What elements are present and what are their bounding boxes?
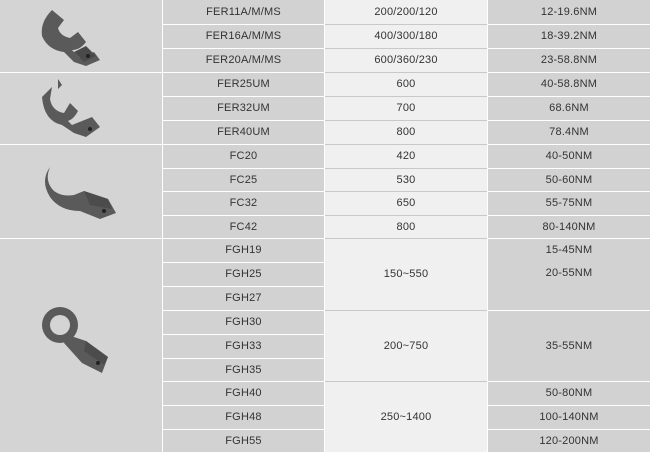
torque-cell: 50-60NM <box>545 173 593 186</box>
model-cell: FC25 <box>229 173 258 186</box>
torque-cell: 23-58.8NM <box>540 54 598 66</box>
tool-group-4 <box>0 238 162 452</box>
open-end-wrench-head-icon <box>34 6 104 68</box>
tool-group-3 <box>0 144 162 238</box>
value-cell: 600/360/230 <box>374 54 438 66</box>
torque-span-cell: 35-55NM <box>545 339 593 352</box>
model-cell: FER32UM <box>217 102 270 114</box>
torque-cell: 12-19.6NM <box>540 6 598 18</box>
value-span-cell: 200~750 <box>383 339 429 352</box>
torque-cell: 15-45NM <box>545 244 593 256</box>
value-cell: 420 <box>396 150 416 162</box>
tool-group-1 <box>0 0 162 72</box>
model-cell: FER16A/M/MS <box>205 30 282 42</box>
value-cell: 700 <box>396 102 416 114</box>
model-cell: FER40UM <box>217 126 270 138</box>
value-span-cell: 150~550 <box>383 268 429 280</box>
torque-cell: 100-140NM <box>539 411 599 423</box>
value-cell: 800 <box>396 126 416 138</box>
torque-cell: 80-140NM <box>542 220 596 233</box>
torque-cell: 55-75NM <box>545 197 593 209</box>
model-cell: FER11A/M/MS <box>206 6 281 18</box>
model-cell: FGH25 <box>225 268 262 280</box>
model-cell: FGH40 <box>225 387 262 399</box>
value-cell: 400/300/180 <box>374 30 438 42</box>
value-cell: 800 <box>396 220 416 233</box>
model-cell: FER25UM <box>217 78 270 90</box>
tool-image-column <box>0 0 162 452</box>
model-cell: FC42 <box>229 220 258 233</box>
model-cell: FGH30 <box>225 316 262 328</box>
torque-column <box>488 0 650 452</box>
hook-wrench-head-icon <box>34 77 106 141</box>
value-cell: 200/200/120 <box>374 6 438 18</box>
torque-cell: 20-55NM <box>545 267 593 279</box>
model-cell: FGH19 <box>225 244 262 256</box>
ring-wrench-head-icon <box>38 301 118 379</box>
model-cell: FGH35 <box>225 363 262 376</box>
model-column <box>163 0 324 452</box>
torque-cell: 120-200NM <box>539 434 599 447</box>
model-cell: FC32 <box>229 197 258 209</box>
value-cell: 600 <box>396 78 416 90</box>
torque-cell: 50-80NM <box>545 387 593 399</box>
model-cell: FC20 <box>229 150 258 162</box>
model-cell: FGH33 <box>225 340 262 352</box>
model-cell: FGH55 <box>225 434 262 447</box>
model-cell: FGH48 <box>225 411 262 423</box>
torque-cell: 18-39.2NM <box>540 30 598 42</box>
c-hook-wrench-head-icon <box>40 161 120 223</box>
torque-cell: 40-58.8NM <box>540 78 598 90</box>
model-cell: FGH27 <box>225 292 262 304</box>
value-cell: 650 <box>396 197 416 209</box>
value-column <box>325 0 487 452</box>
model-cell: FER20A/M/MS <box>205 54 282 66</box>
torque-cell: 68.6NM <box>549 102 589 114</box>
torque-cell: 40-50NM <box>545 150 593 162</box>
value-cell: 530 <box>396 173 416 186</box>
tool-group-2 <box>0 72 162 144</box>
value-span-cell: 250~1400 <box>380 410 432 423</box>
torque-cell: 78.4NM <box>549 126 589 138</box>
